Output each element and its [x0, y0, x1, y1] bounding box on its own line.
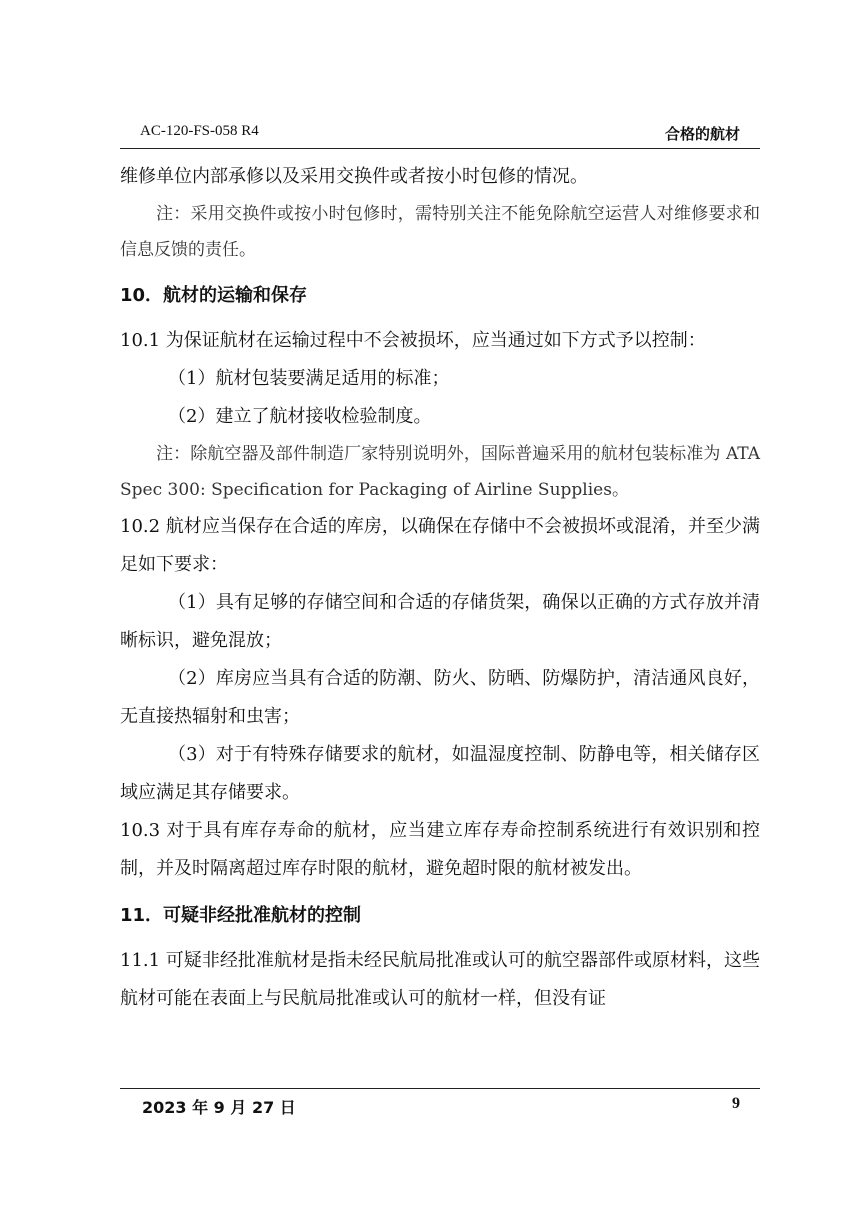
footer-date: 2023 年 9 月 27 日	[142, 1098, 296, 1117]
note-packaging-standard: 注：除航空器及部件制造厂家特别说明外，国际普遍采用的航材包装标准为 ATA Spec 300: Specification for Packaging of Airline Supplies。	[120, 444, 760, 500]
paragraph-10-3: 10.3 对于具有库存寿命的航材，应当建立库存寿命控制系统进行有效识别和控制，并及时隔离超过库存时限的航材，避免超时限的航材被发出。	[120, 820, 760, 879]
section-heading-11: 11．可疑非经批准航材的控制	[120, 905, 362, 926]
list-item-10-1-2: （2）建立了航材接收检验制度。	[168, 406, 432, 427]
list-item-10-1-1: （1）航材包装要满足适用的标准；	[168, 368, 450, 389]
document-code: AC-120-FS-058 R4	[140, 123, 259, 139]
page-number: 9	[732, 1095, 740, 1112]
paragraph-11-1: 11.1 可疑非经批准航材是指未经民航局批准或认可的航空器部件或原材料，这些航材可能在表面上与民航局批准或认可的航材一样，但没有证	[120, 950, 760, 1009]
section-title: 合格的航材	[664, 125, 740, 143]
page-header	[120, 118, 760, 149]
list-item-10-2-1: （1）具有足够的存储空间和合适的存储货架，确保以正确的方式存放并清晰标识，避免混放；	[120, 592, 760, 651]
page-body	[120, 158, 760, 1018]
list-item-10-2-2: （2）库房应当具有合适的防潮、防火、防晒、防爆防护，清洁通风良好，无直接热辐射和虫害；	[120, 668, 760, 727]
page-footer	[120, 1088, 760, 1123]
list-item-10-2-3: （3）对于有特殊存储要求的航材，如温湿度控制、防静电等，相关储存区域应满足其存储要求。	[120, 744, 760, 803]
paragraph-10-1: 10.1 为保证航材在运输过程中不会被损坏，应当通过如下方式予以控制：	[120, 330, 706, 351]
paragraph-continuation: 维修单位内部承修以及采用交换件或者按小时包修的情况。	[120, 166, 588, 187]
section-heading-10: 10．航材的运输和保存	[120, 285, 308, 306]
paragraph-10-2: 10.2 航材应当保存在合适的库房，以确保在存储中不会被损坏或混淆，并至少满足如下要求：	[120, 516, 760, 575]
note-exchange-parts: 注：采用交换件或按小时包修时，需特别关注不能免除航空运营人对维修要求和信息反馈的责任。	[120, 204, 760, 260]
